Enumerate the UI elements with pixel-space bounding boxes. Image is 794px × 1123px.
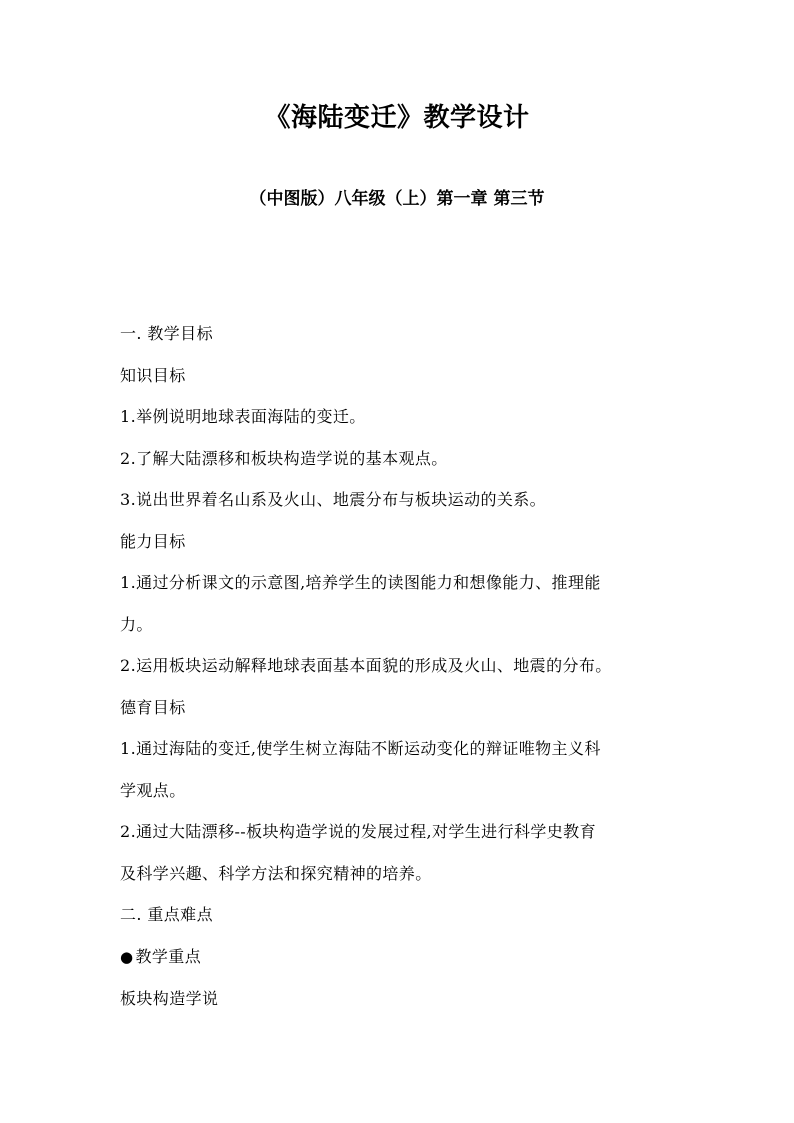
bullet-icon: ● [120,947,134,966]
document-subtitle: （中图版）八年级（上）第一章 第三节 [249,189,545,209]
section-heading-objectives: 一. 教学目标 [120,324,213,343]
ability-item-1-line-2: 力。 [120,614,153,634]
subheading-ability: 能力目标 [120,531,186,551]
key-point-heading-label: 教学重点 [135,946,202,966]
moral-item-2-line-2: 及科学兴趣、科学方法和探究精神的培养。 [120,863,432,883]
document-body [120,313,690,1020]
moral-item-1-line-2: 学观点。 [120,780,186,800]
key-point-item-1: 板块构造学说 [120,989,219,1008]
moral-item-1-line-1: 1.通过海陆的变迁,使学生树立海陆不断运动变化的辩证唯物主义科 [120,739,601,758]
subheading-moral: 德育目标 [120,697,186,717]
ability-item-1-line-1: 1.通过分析课文的示意图,培养学生的读图能力和想像能力、推理能 [120,573,601,592]
section-heading-key-points: 二. 重点难点 [120,905,213,924]
moral-item-2-line-1: 2.通过大陆漂移--板块构造学说的发展过程,对学生进行科学史教育 [120,822,596,841]
ability-item-2: 2.运用板块运动解释地球表面基本面貌的形成及火山、地震的分布。 [120,656,612,675]
knowledge-item-3: 3.说出世界着名山系及火山、地震分布与板块运动的关系。 [120,490,547,509]
knowledge-item-1: 1.举例说明地球表面海陆的变迁。 [120,407,366,426]
subheading-knowledge: 知识目标 [120,365,186,385]
knowledge-item-2: 2.了解大陆漂移和板块构造学说的基本观点。 [120,448,448,468]
key-point-heading [120,936,690,979]
document-title: 《海陆变迁》教学设计 [264,103,530,133]
